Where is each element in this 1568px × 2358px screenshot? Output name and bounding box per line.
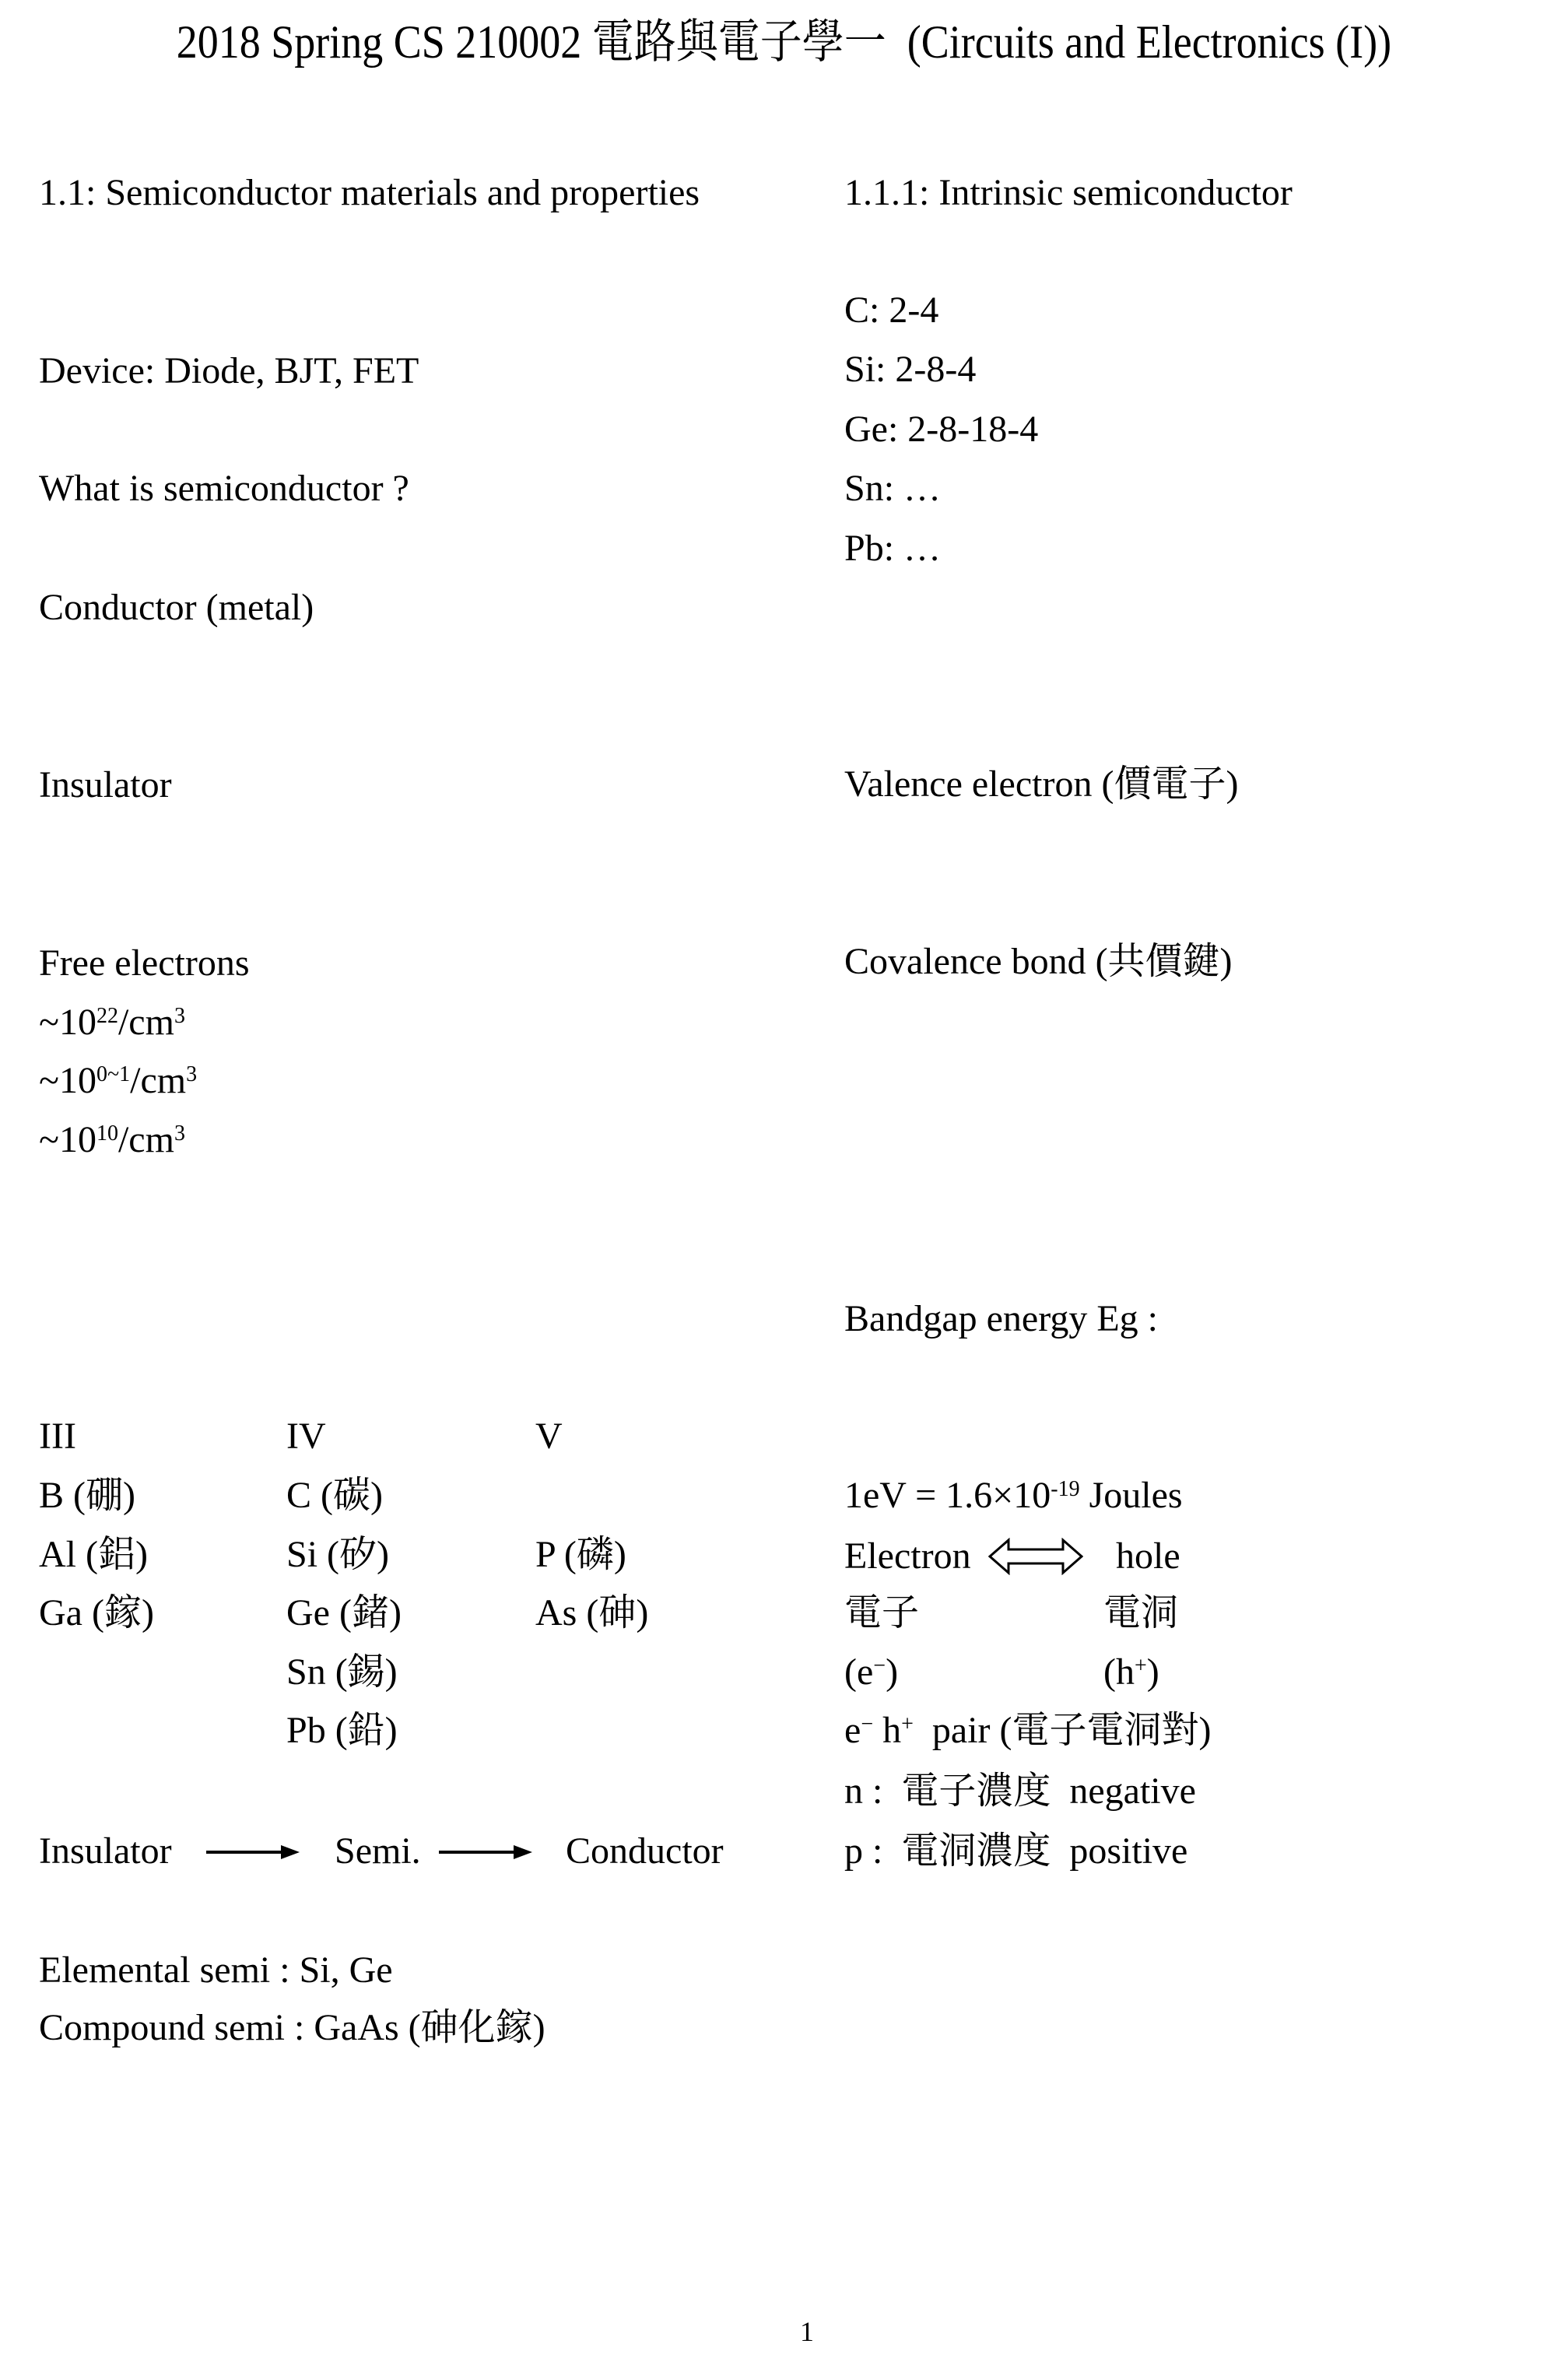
shell-ge: Ge: 2-8-18-4	[844, 409, 1039, 450]
element-as: As (砷)	[535, 1592, 649, 1633]
element-si: Si (矽)	[286, 1534, 390, 1575]
bandgap-line: Bandgap energy Eg :	[844, 1298, 1159, 1339]
density-semiconductor: $\sim 10^{10}/cm^3$	[39, 1119, 185, 1160]
right-arrow-icon	[206, 1843, 300, 1861]
element-sn: Sn (錫)	[286, 1651, 398, 1693]
density-insulator: $\sim 10^{0\sim 1}/cm^3$	[39, 1060, 198, 1101]
table-header-v: V	[535, 1416, 563, 1457]
element-p: P (磷)	[535, 1534, 626, 1575]
electron-label: Electron	[844, 1535, 971, 1577]
electron-zh: 電子	[844, 1592, 920, 1633]
hole-label: hole	[1116, 1535, 1180, 1577]
valence-line: Valence electron (價電子)	[844, 763, 1239, 805]
element-pb: Pb (鉛)	[286, 1710, 398, 1751]
p-type-line: p : 電洞濃度 positive	[844, 1830, 1188, 1872]
element-b: B (硼)	[39, 1475, 135, 1516]
document-title: 2018 Spring CS 210002 電路與電子學一 (Circuits and Electronics (I))	[176, 16, 1392, 68]
right-arrow-icon	[439, 1843, 532, 1861]
table-header-iii: III	[39, 1416, 76, 1457]
covalence-line: Covalence bond (共價鍵)	[844, 941, 1233, 982]
n-type-line: n : 電子濃度 negative	[844, 1770, 1196, 1812]
question-line: What is semiconductor ?	[39, 468, 409, 509]
elemental-semi-line: Elemental semi : Si, Ge	[39, 1949, 393, 1991]
progression-semi: Semi.	[335, 1830, 421, 1872]
ev-line: $1eV = 1.6\times 10^{-19}$ Joules	[844, 1475, 1183, 1516]
table-header-iv: IV	[286, 1416, 326, 1457]
shell-si: Si: 2-8-4	[844, 349, 977, 390]
element-ge: Ge (鍺)	[286, 1592, 402, 1633]
shell-c: C: 2-4	[844, 289, 939, 331]
pair-line: e− h+ pair (電子電洞對)	[844, 1710, 1212, 1751]
subsection-heading: 1.1.1: Intrinsic semiconductor	[844, 172, 1293, 213]
conductor-line: Conductor (metal)	[39, 587, 314, 628]
electron-symbol: (e−)	[844, 1651, 899, 1693]
element-ga: Ga (鎵)	[39, 1592, 154, 1633]
progression-conductor: Conductor	[566, 1830, 724, 1872]
element-c: C (碳)	[286, 1475, 383, 1516]
compound-semi-line: Compound semi : GaAs (砷化鎵)	[39, 2007, 545, 2048]
hole-symbol: (h+)	[1103, 1651, 1159, 1693]
device-line: Device: Diode, BJT, FET	[39, 350, 419, 391]
shell-sn: Sn: …	[844, 468, 942, 509]
double-arrow-icon	[988, 1538, 1083, 1575]
hole-zh: 電洞	[1103, 1592, 1179, 1633]
density-conductor: $\sim 10^{22}/cm^3$	[39, 1002, 185, 1043]
element-al: Al (鋁)	[39, 1534, 148, 1575]
insulator-line: Insulator	[39, 764, 172, 805]
free-electrons-line: Free electrons	[39, 942, 250, 984]
page-number: 1	[800, 2316, 814, 2347]
progression-insulator: Insulator	[39, 1830, 172, 1872]
section-heading: 1.1: Semiconductor materials and properties	[39, 172, 700, 213]
shell-pb: Pb: …	[844, 528, 942, 569]
